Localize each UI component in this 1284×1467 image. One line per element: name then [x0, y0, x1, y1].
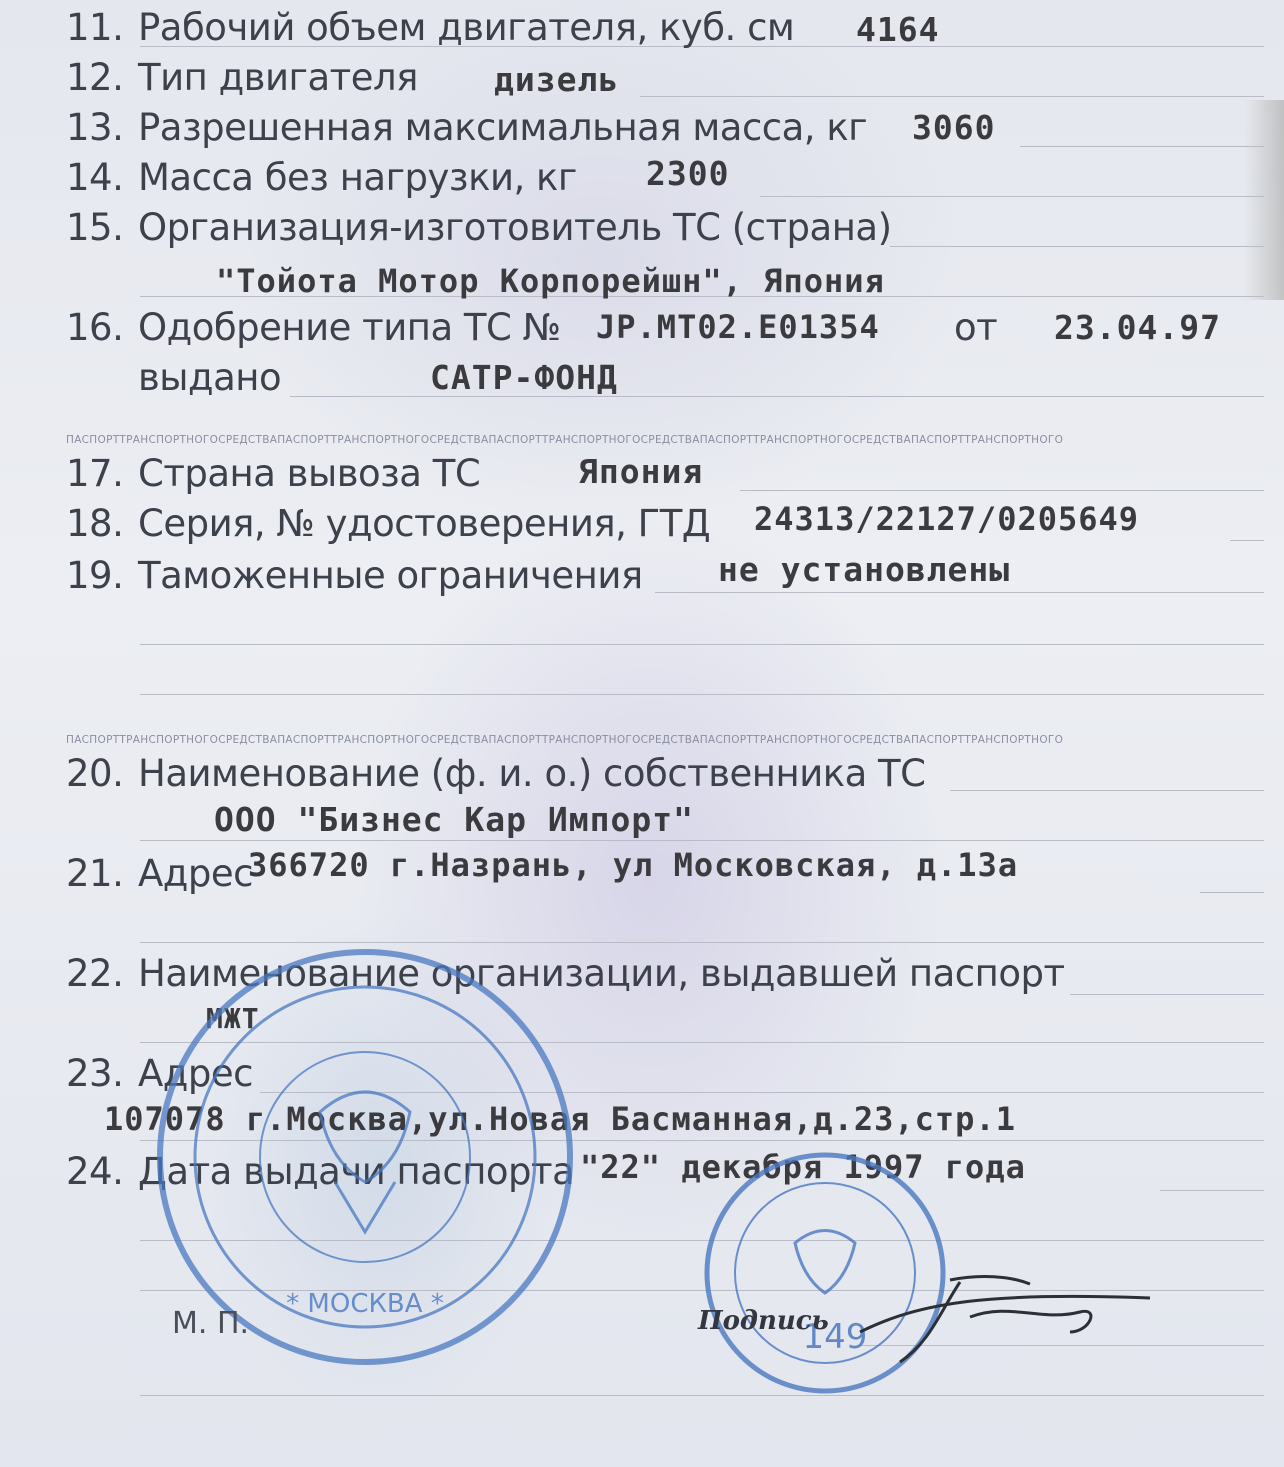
- rule: [140, 644, 1264, 645]
- paper-fold: [1244, 100, 1284, 300]
- field-16-date: 23.04.97: [1054, 308, 1221, 347]
- field-15-value: "Тойота Мотор Корпорейшн", Япония: [216, 262, 885, 300]
- field-14-label: Масса без нагрузки, кг: [138, 156, 577, 199]
- field-18-value: 24313/22127/0205649: [754, 500, 1140, 538]
- field-22-number: 22.: [66, 952, 124, 995]
- rule: [740, 490, 1264, 491]
- field-19-value: не установлены: [718, 550, 1011, 589]
- field-14-value: 2300: [646, 154, 730, 193]
- rule: [640, 96, 1264, 97]
- field-16-label: Одобрение типа ТС №: [138, 306, 561, 349]
- field-17-value: Япония: [578, 452, 704, 491]
- field-14-number: 14.: [66, 156, 124, 199]
- rule: [140, 840, 1264, 841]
- field-23-value: 107078 г.Москва,ул.Новая Басманная,д.23,стр.1: [104, 1100, 1016, 1138]
- field-12-number: 12.: [66, 56, 124, 99]
- field-11-label: Рабочий объем двигателя, куб. см: [138, 6, 795, 49]
- field-17-number: 17.: [66, 452, 124, 495]
- field-22-value: МЖТ: [206, 1002, 260, 1035]
- svg-text:* МОСКВА *: * МОСКВА *: [286, 1289, 444, 1319]
- field-20-value: ООО "Бизнес Кар Импорт": [214, 800, 694, 839]
- field-13-number: 13.: [66, 106, 124, 149]
- field-12-label: Тип двигателя: [138, 56, 418, 99]
- rule: [1070, 994, 1264, 995]
- field-23-label: Адрес: [138, 1052, 253, 1095]
- field-19-label: Таможенные ограничения: [138, 554, 643, 597]
- field-21-label: Адрес: [138, 852, 253, 895]
- rule: [760, 196, 1264, 197]
- field-17-label: Страна вывоза ТС: [138, 452, 481, 495]
- field-20-label: Наименование (ф. и. о.) собственника ТС: [138, 752, 926, 795]
- field-18-number: 18.: [66, 502, 124, 545]
- rule: [1200, 892, 1264, 893]
- field-24-number: 24.: [66, 1150, 124, 1193]
- rule: [655, 592, 1264, 593]
- field-11-value: 4164: [856, 10, 940, 49]
- field-16-number: 16.: [66, 306, 124, 349]
- field-13-label: Разрешенная максимальная масса, кг: [138, 106, 868, 149]
- field-21-number: 21.: [66, 852, 124, 895]
- microtext-band: ПАСПОРТТРАНСПОРТНОГОСРЕДСТВАПАСПОРТТРАНСПОРТНОГОСРЕДСТВАПАСПОРТТРАНСПОРТНОГОСРЕДСТВАПАСПОРТТРАНСПОРТНОГОСРЕДСТВАПАСПОРТТРАНСПОРТНОГО: [66, 434, 1064, 446]
- field-16-value: JP.MT02.E01354: [596, 308, 880, 346]
- microtext-band: ПАСПОРТТРАНСПОРТНОГОСРЕДСТВАПАСПОРТТРАНСПОРТНОГОСРЕДСТВАПАСПОРТТРАНСПОРТНОГОСРЕДСТВАПАСПОРТТРАНСПОРТНОГОСРЕДСТВАПАСПОРТТРАНСПОРТНОГО: [66, 734, 1064, 746]
- field-21-value: 366720 г.Назрань, ул Московская, д.13а: [248, 846, 1019, 884]
- field-22-label: Наименование организации, выдавшей паспорт: [138, 952, 1065, 995]
- field-15-number: 15.: [66, 206, 124, 249]
- rule: [140, 694, 1264, 695]
- signature-label: Подпись: [698, 1306, 829, 1336]
- field-16-label-issued: выдано: [138, 356, 282, 399]
- field-20-number: 20.: [66, 752, 124, 795]
- field-24-label: Дата выдачи паспорта: [138, 1150, 575, 1193]
- seal-place-label: М. П.: [172, 1306, 250, 1341]
- field-19-number: 19.: [66, 554, 124, 597]
- field-18-label: Серия, № удостоверения, ГТД: [138, 502, 711, 545]
- field-12-value: дизель: [494, 60, 620, 99]
- field-11-number: 11.: [66, 6, 124, 49]
- rule: [950, 790, 1264, 791]
- rule: [890, 246, 1264, 247]
- handwritten-signature: [840, 1262, 1170, 1372]
- rule: [1160, 1190, 1264, 1191]
- field-16-issued-by: САТР-ФОНД: [430, 358, 618, 397]
- field-13-value: 3060: [912, 108, 996, 147]
- field-16-label-from: от: [954, 306, 998, 349]
- stamp-number: 149: [802, 1317, 868, 1357]
- field-23-number: 23.: [66, 1052, 124, 1095]
- rule: [1020, 146, 1264, 147]
- field-24-value: "22" декабря 1997 года: [580, 1148, 1026, 1186]
- rule: [1230, 540, 1264, 541]
- field-15-label: Организация-изготовитель ТС (страна): [138, 206, 892, 249]
